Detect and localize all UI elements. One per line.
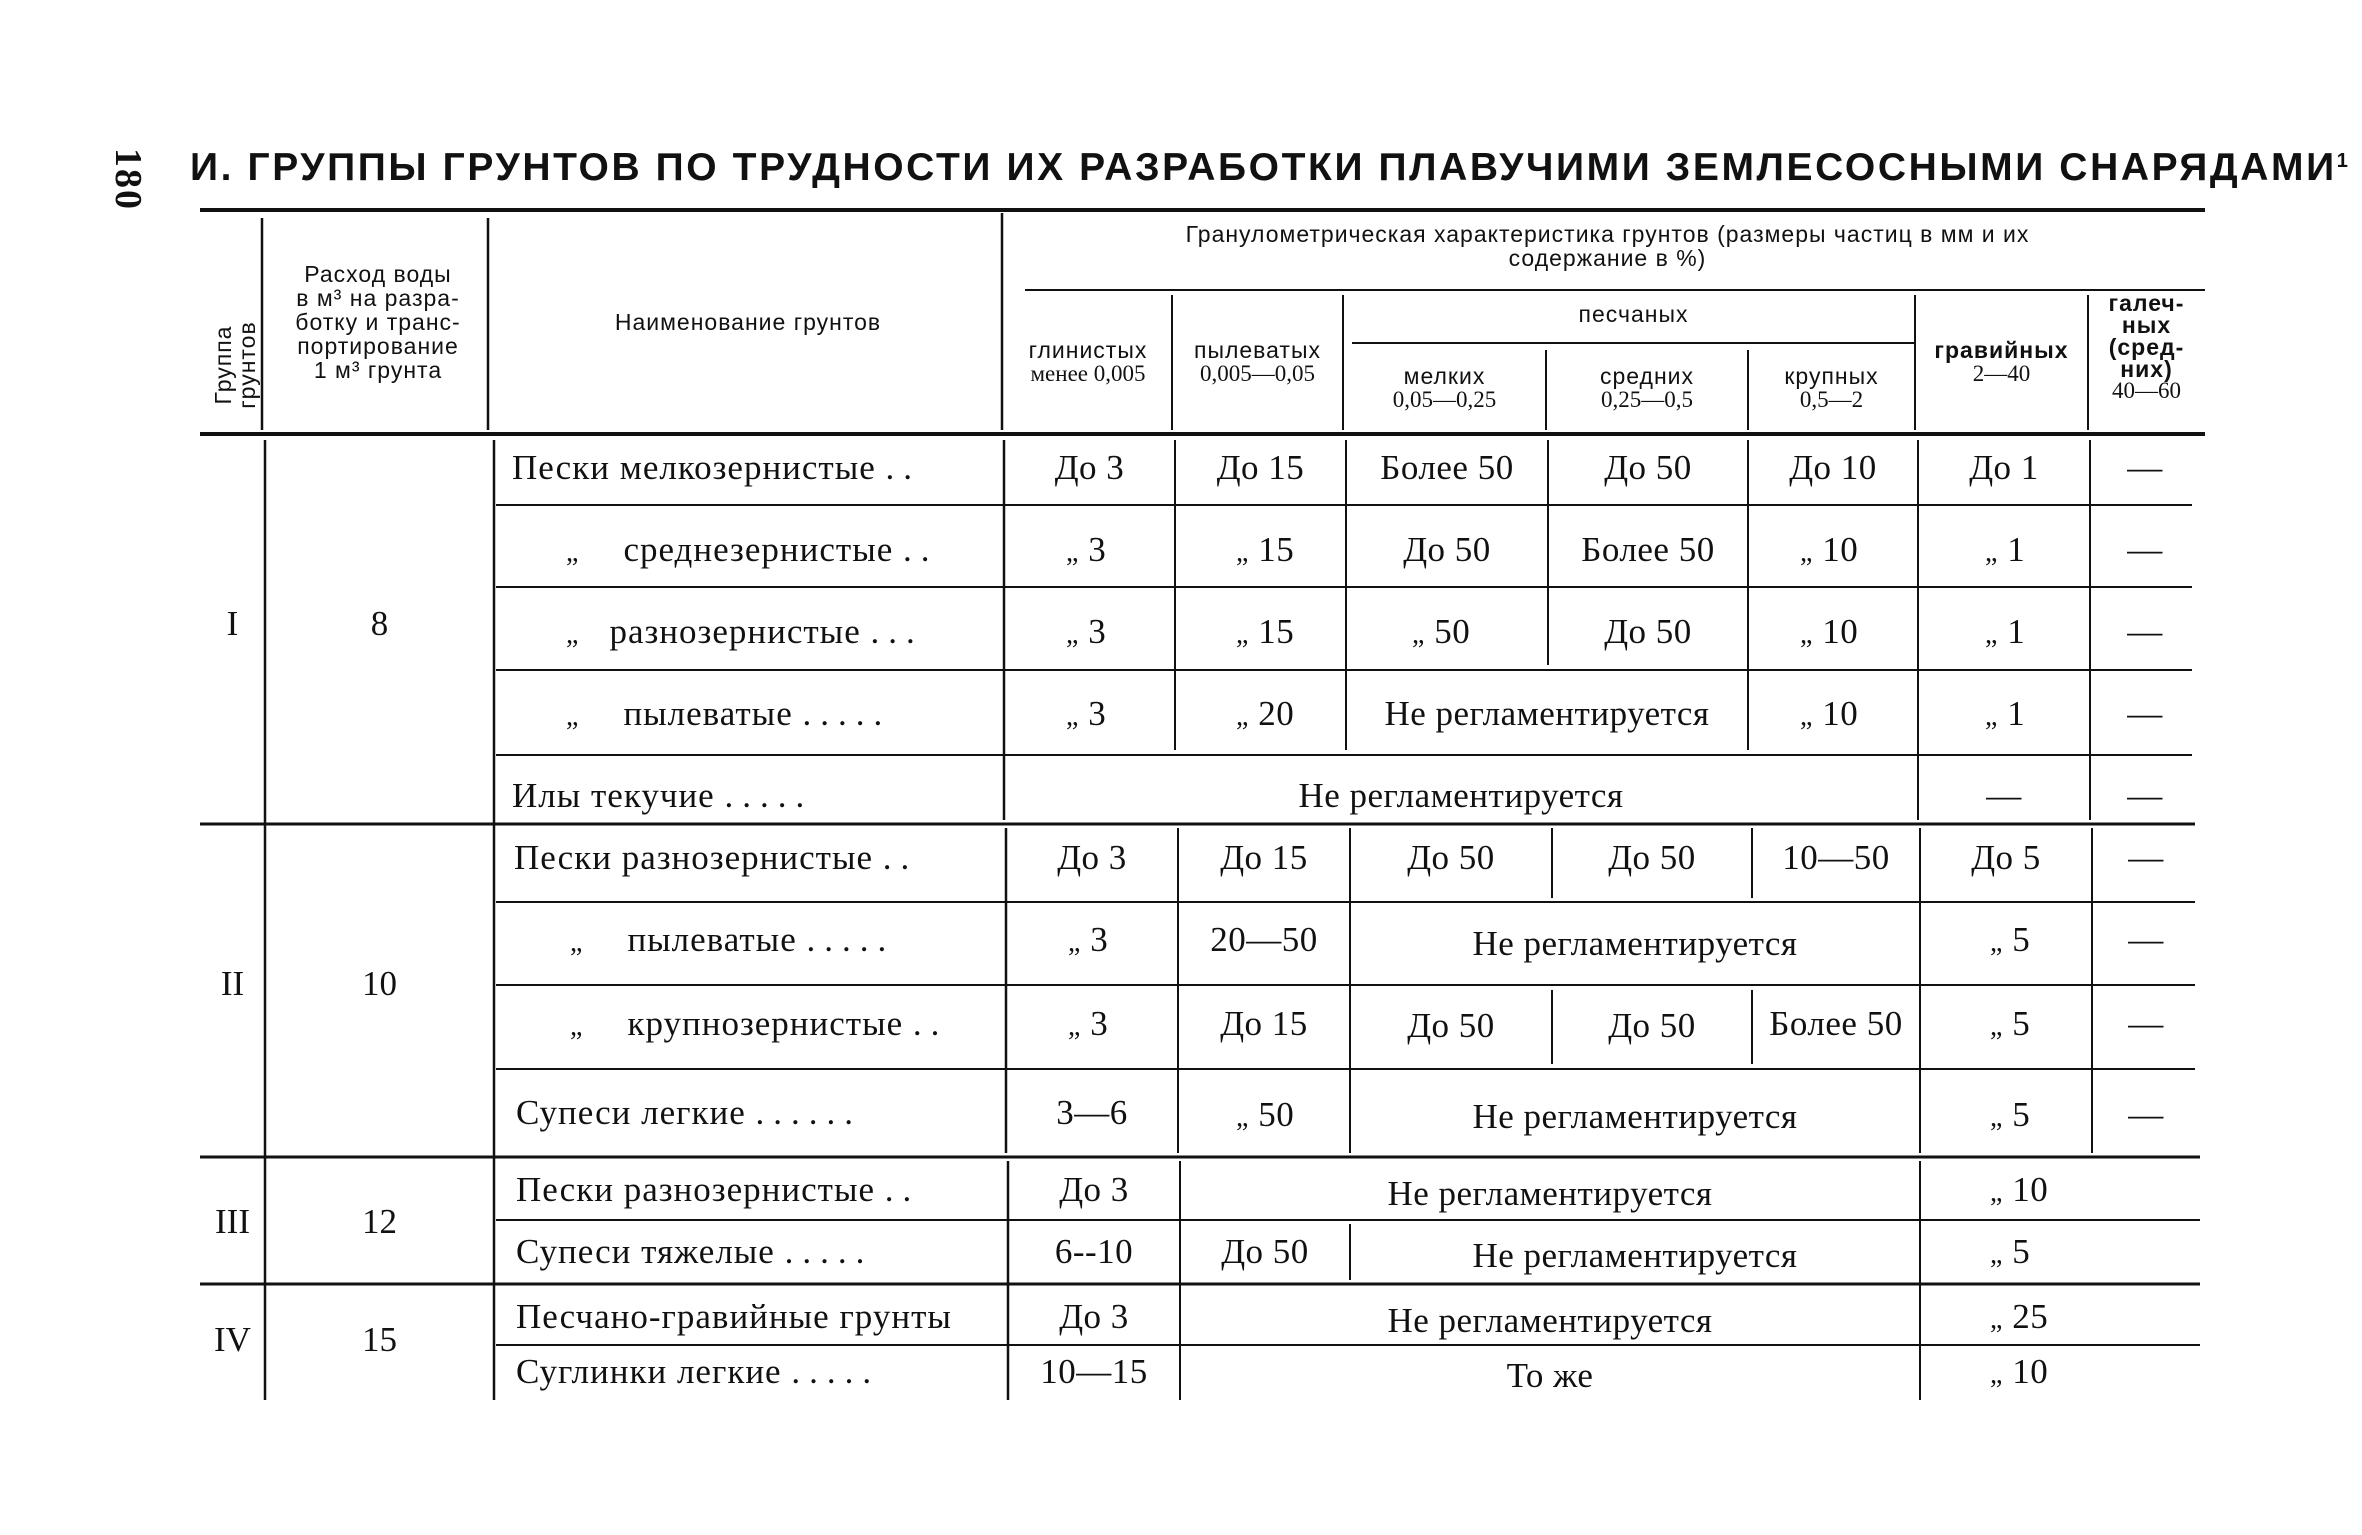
fine-sand-cell [1412, 612, 1470, 655]
gravel-value: 5 [2012, 1004, 2031, 1043]
header-pebble-line4: них) [2120, 356, 2173, 382]
clay-value: 3 [1090, 920, 1109, 959]
gravel-value: 10 [2012, 1352, 2049, 1391]
clay-cell: 10—15 [1040, 1352, 1148, 1391]
leader-dots: ..... [802, 694, 892, 733]
ditto-mark: „ [1985, 537, 1998, 568]
soil-name-text: пылеватые [627, 920, 797, 959]
header-sand-medium [1546, 364, 1748, 412]
soil-name-text: Илы текучие [512, 776, 715, 815]
clay-cell: До 3 [1057, 838, 1127, 877]
coarse-value: 10 [1822, 694, 1859, 733]
soil-name-text: Пески мелкозернистые [512, 448, 876, 487]
medium-sand-cell: До 50 [1604, 448, 1692, 487]
unregulated-span: Не регламентируется [1384, 694, 1710, 733]
header-gravel [1915, 338, 2088, 386]
soil-name-text: Пески разнозернистые [516, 1170, 875, 1209]
fine-sand-cell: До 50 [1403, 530, 1491, 569]
clay-cell [1068, 1004, 1108, 1047]
gravel-cell [1985, 612, 2025, 655]
header-granulometric [1010, 222, 2205, 270]
gravel-value: 5 [2012, 920, 2031, 959]
gravel-cell: — [1986, 776, 2022, 815]
pebble-cell: — [2128, 838, 2164, 877]
silt-cell [1236, 530, 1294, 573]
fine-sand-cell: До 50 [1407, 838, 1495, 877]
unregulated-span: Не регламентируется [1472, 924, 1798, 963]
unregulated-span: Не регламентируется [1472, 1097, 1798, 1136]
soil-name [566, 612, 924, 655]
soil-name [516, 1093, 862, 1133]
gravel-cell [1990, 1232, 2030, 1275]
header-group-line1: Группа [210, 325, 236, 405]
soil-name [512, 776, 813, 816]
coarse-value: 10 [1822, 612, 1859, 651]
soil-name-text: крупнозернистые [627, 1004, 904, 1043]
header-water-line2: в м³ на разра- [296, 285, 460, 311]
silt-value: 15 [1258, 612, 1295, 651]
ditto-mark: „ [1236, 1102, 1249, 1133]
group-water: 12 [362, 1202, 397, 1241]
header-pebble [2088, 292, 2205, 402]
ditto-mark: „ [1068, 1011, 1081, 1042]
ditto-mark: „ [1990, 1177, 2003, 1208]
ditto-mark: „ [1800, 619, 1813, 650]
header-water-line4: портирование [297, 333, 459, 359]
header-water-line1: Расход воды [304, 261, 452, 287]
silt-cell: До 15 [1220, 1004, 1308, 1043]
unregulated-span: Не регламентируется [1298, 776, 1624, 815]
clay-value: 3 [1088, 694, 1107, 733]
header-coarse-line1: крупных [1784, 363, 1879, 389]
medium-sand-cell: До 50 [1604, 612, 1692, 651]
gravel-value: 1 [2007, 612, 2026, 651]
header-gravel-line2: 2—40 [1972, 361, 2031, 386]
coarse-sand-cell: Более 50 [1769, 1004, 1903, 1043]
clay-cell: До 3 [1054, 448, 1125, 487]
soil-name [516, 1297, 952, 1337]
ditto-mark: „ [1800, 537, 1813, 568]
leader-dots: .. [882, 838, 919, 877]
gravel-cell [1990, 920, 2030, 963]
group-number: I [226, 604, 239, 643]
header-fine-line1: мелких [1403, 363, 1486, 389]
header-medium-line2: 0,25—0,5 [1601, 387, 1693, 412]
pebble-cell: — [2128, 1095, 2164, 1134]
ditto-mark: „ [1236, 701, 1249, 732]
leader-dots: ... [870, 612, 924, 651]
header-medium-line1: средних [1599, 363, 1695, 389]
clay-value: 3 [1088, 612, 1107, 651]
leader-dots: ..... [806, 920, 896, 959]
gravel-cell: До 5 [1971, 838, 2041, 877]
fine-value: 50 [1434, 612, 1471, 651]
header-pebble-line1: галеч- [2108, 290, 2185, 316]
ditto-mark: „ [1985, 701, 1998, 732]
silt-cell: До 15 [1216, 448, 1305, 487]
pebble-cell: — [2128, 920, 2164, 959]
ditto-mark: „ [1990, 1239, 2003, 1270]
ditto-mark: „ [1412, 619, 1425, 650]
header-granulo-line1: Гранулометрическая характеристика грунтов (размеры частиц в мм и их [1185, 221, 2030, 247]
ditto-mark: „ [1990, 1304, 2003, 1335]
fine-sand-cell: Более 50 [1380, 448, 1514, 487]
header-water-consumption [268, 262, 488, 382]
soil-name [570, 920, 895, 963]
unregulated-span: То же [1506, 1356, 1594, 1395]
header-pebble-line3: (сред- [2108, 334, 2185, 360]
clay-cell: 3—6 [1056, 1093, 1128, 1132]
header-clay-line2: менее 0,005 [1030, 361, 1146, 386]
title-text: И. ГРУППЫ ГРУНТОВ ПО ТРУДНОСТИ ИХ РАЗРАБОТКИ ПЛАВУЧИМИ ЗЕМЛЕСОСНЫМИ СНАРЯДАМИ [190, 146, 2337, 189]
header-group-line2: грунтов [234, 321, 260, 409]
silt-value: 50 [1258, 1095, 1295, 1134]
ditto-mark: „ [1068, 927, 1081, 958]
gravel-cell [1990, 1170, 2048, 1213]
clay-cell [1068, 920, 1108, 963]
ditto-mark: „ [1236, 619, 1249, 650]
pebble-cell: — [2128, 1004, 2164, 1043]
soil-name [566, 530, 939, 573]
group-water: 10 [362, 964, 397, 1003]
header-granulo-line2: содержание в %) [1508, 245, 1707, 271]
silt-cell: До 50 [1221, 1232, 1309, 1271]
clay-value: 3 [1090, 1004, 1109, 1043]
header-soil-name: Наименование грунтов [614, 309, 882, 335]
soil-name-text: Суглинки легкие [516, 1352, 782, 1391]
header-coarse-line2: 0,5—2 [1799, 387, 1864, 412]
soil-name [570, 1004, 948, 1047]
header-water-line5: 1 м³ грунта [313, 357, 443, 383]
silt-value: 20 [1258, 694, 1295, 733]
ditto-mark: „ [1236, 537, 1249, 568]
pebble-cell: — [2127, 448, 2163, 487]
soil-name-text: Супеси тяжелые [516, 1232, 775, 1271]
group-water: 15 [362, 1320, 397, 1359]
gravel-cell [1990, 1297, 2048, 1340]
gravel-value: 5 [2012, 1232, 2031, 1271]
leader-dots: .. [912, 1004, 949, 1043]
clay-cell: До 3 [1059, 1297, 1129, 1336]
silt-cell [1236, 612, 1294, 655]
group-number: II [220, 964, 245, 1003]
silt-value: 15 [1258, 530, 1295, 569]
ditto-mark: „ [1990, 1359, 2003, 1390]
clay-cell [1066, 530, 1106, 573]
clay-cell: 6--10 [1054, 1232, 1134, 1271]
group-number: IV [214, 1320, 251, 1359]
ditto-mark: „ [566, 537, 580, 568]
leader-dots: ..... [791, 1352, 881, 1391]
gravel-cell [1985, 530, 2025, 573]
title-footnote-mark: 1 [2336, 150, 2351, 172]
ditto-mark: „ [566, 701, 580, 732]
coarse-sand-cell: До 10 [1789, 448, 1877, 487]
gravel-value: 5 [2012, 1095, 2031, 1134]
header-silt-line1: пылеватых [1193, 337, 1321, 363]
gravel-value: 10 [2012, 1170, 2049, 1209]
group-number: III [215, 1202, 250, 1241]
header-silt-line2: 0,005—0,05 [1200, 361, 1315, 386]
page-number: 180 [107, 148, 149, 211]
soil-name [516, 1352, 880, 1392]
ditto-mark: „ [570, 1011, 584, 1042]
pebble-cell: — [2127, 694, 2163, 733]
header-group [211, 305, 261, 425]
gravel-value: 25 [2012, 1297, 2049, 1336]
coarse-value: 10 [1822, 530, 1859, 569]
leader-dots: .. [884, 1170, 921, 1209]
soil-name [512, 448, 921, 488]
leader-dots: ...... [755, 1093, 863, 1132]
header-fine-line2: 0,05—0,25 [1392, 387, 1497, 412]
medium-sand-cell: До 50 [1608, 1006, 1696, 1045]
leader-dots: .. [903, 530, 939, 569]
gravel-value: 1 [2007, 530, 2026, 569]
soil-name [514, 838, 918, 878]
clay-cell: До 3 [1059, 1170, 1129, 1209]
soil-name [566, 694, 891, 737]
soil-name-text: Супеси легкие [516, 1093, 746, 1132]
gravel-cell: До 1 [1969, 448, 2039, 487]
header-sand-coarse [1748, 364, 1915, 412]
gravel-value: 1 [2007, 694, 2026, 733]
header-water-line3: ботку и транс- [295, 309, 461, 335]
ditto-mark: „ [1066, 537, 1079, 568]
header-clay [1004, 338, 1172, 386]
fine-sand-cell: До 50 [1407, 1006, 1495, 1045]
soil-name-text: разнозернистые [609, 612, 861, 651]
coarse-sand-cell: 10—50 [1782, 838, 1890, 877]
gravel-cell [1985, 694, 2025, 737]
clay-cell [1066, 612, 1106, 655]
leader-dots: ..... [784, 1232, 874, 1271]
silt-cell [1236, 1095, 1294, 1138]
gravel-cell [1990, 1095, 2030, 1138]
ditto-mark: „ [1990, 1011, 2003, 1042]
clay-cell [1066, 694, 1106, 737]
ditto-mark: „ [1066, 701, 1079, 732]
pebble-cell: — [2127, 776, 2163, 815]
pebble-cell: — [2127, 612, 2163, 651]
ditto-mark: „ [570, 927, 584, 958]
soil-name [516, 1232, 873, 1272]
silt-cell [1236, 694, 1294, 737]
ditto-mark: „ [1990, 927, 2003, 958]
header-gravel-line1: гравийных [1934, 337, 2069, 363]
soil-name-text: пылеватые [623, 694, 793, 733]
ditto-mark: „ [1800, 701, 1813, 732]
leader-dots: ..... [724, 776, 814, 815]
header-silt [1172, 338, 1343, 386]
pebble-cell: — [2127, 530, 2163, 569]
header-pebble-line2: ных [2121, 312, 2172, 338]
ditto-mark: „ [566, 619, 580, 650]
unregulated-span: Не регламентируется [1472, 1236, 1798, 1275]
medium-sand-cell: Более 50 [1581, 530, 1715, 569]
silt-cell: 20—50 [1210, 920, 1318, 959]
header-pebble-line5: 40—60 [2112, 378, 2181, 403]
group-water: 8 [370, 604, 389, 643]
header-sand-fine [1343, 364, 1546, 412]
ditto-mark: „ [1990, 1102, 2003, 1133]
medium-sand-cell: До 50 [1608, 838, 1696, 877]
silt-cell: До 15 [1220, 838, 1308, 877]
soil-name-text: среднезернистые [623, 530, 894, 569]
gravel-cell [1990, 1352, 2048, 1395]
header-clay-line1: глинистых [1028, 337, 1148, 363]
soil-name [516, 1170, 920, 1210]
coarse-sand-cell [1800, 612, 1858, 655]
unregulated-span: Не регламентируется [1387, 1301, 1713, 1340]
coarse-sand-cell [1800, 694, 1858, 737]
leader-dots: .. [885, 448, 922, 487]
soil-name-text: Песчано-гравийные грунты [516, 1297, 952, 1336]
header-sand: песчаных [1578, 301, 1689, 327]
ditto-mark: „ [1066, 619, 1079, 650]
coarse-sand-cell [1800, 530, 1858, 573]
soil-name-text: Пески разнозернистые [514, 838, 873, 877]
unregulated-span: Не регламентируется [1387, 1174, 1713, 1213]
clay-value: 3 [1088, 530, 1107, 569]
ditto-mark: „ [1985, 619, 1998, 650]
gravel-cell [1990, 1004, 2030, 1047]
